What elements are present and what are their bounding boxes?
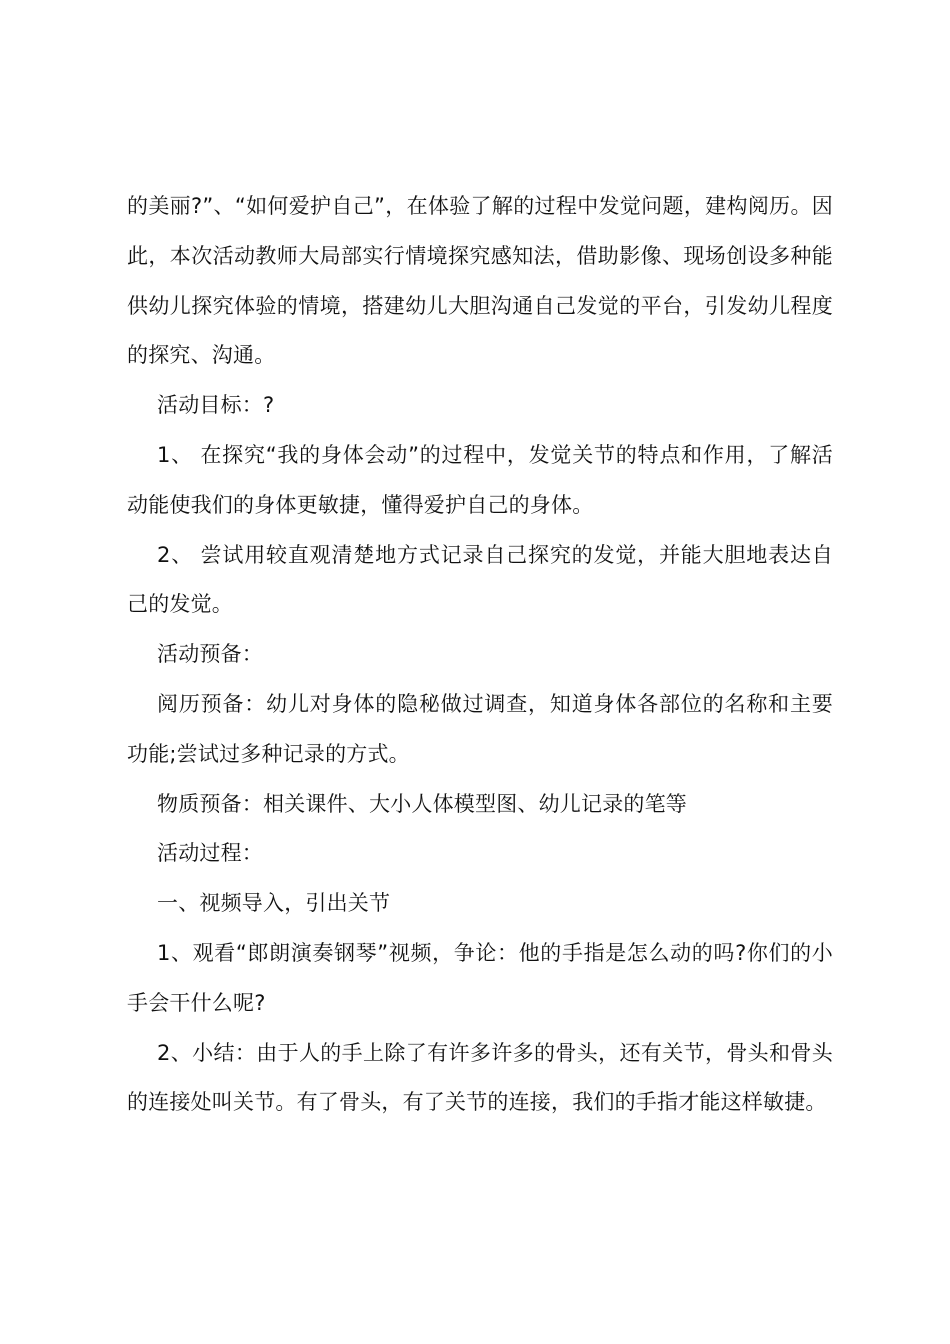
goal-item-2: 2、 尝试用较直观清楚地方式记录自己探究的发觉，并能大胆地表达自己的发觉。 (127, 542, 833, 617)
process-step-2: 2、小结：由于人的手上除了有许多许多的骨头，还有关节，骨头和骨头的连接处叫关节。有了骨头，有了关节的连接，我们的手指才能这样敏捷。 (127, 1040, 833, 1115)
heading-activity-preparation: 活动预备： (157, 642, 263, 667)
process-step-1: 1、观看“郎朗演奏钢琴”视频，争论：他的手指是怎么动的吗?你们的小手会干什么呢? (127, 940, 833, 1015)
heading-activity-goals: 活动目标：? (157, 393, 275, 418)
document-body (127, 182, 833, 1128)
goal-item-1: 1、 在探究“我的身体会动”的过程中，发觉关节的特点和作用，了解活动能使我们的身体更敏捷，懂得爱护自己的身体。 (127, 442, 833, 517)
experience-preparation: 阅历预备：幼儿对身体的隐秘做过调查，知道身体各部位的名称和主要功能;尝试过多种记录的方式。 (127, 691, 833, 766)
section-heading-video-intro: 一、视频导入，引出关节 (157, 891, 391, 916)
material-preparation: 物质预备：相关课件、大小人体模型图、幼儿记录的笔等 (157, 791, 687, 816)
paragraph-intro: 的美丽?”、“如何爱护自己”，在体验了解的过程中发觉问题，建构阅历。因此，本次活动教师大局部实行情境探究感知法，借助影像、现场创设多种能供幼儿探究体验的情境，搭建幼儿大胆沟通自己发觉的平台，引发幼儿程度的探究、沟通。 (127, 194, 833, 368)
heading-activity-process: 活动过程： (157, 841, 263, 866)
